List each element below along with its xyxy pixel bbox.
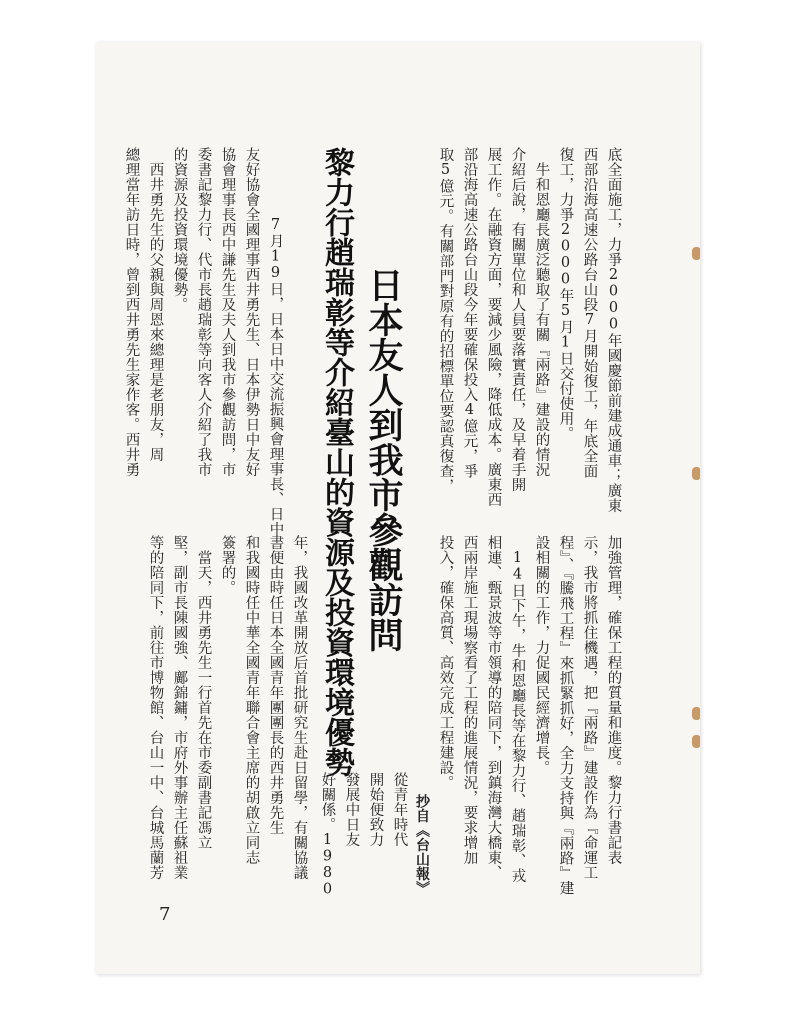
binding-hole <box>692 735 700 748</box>
page-number: 7 <box>159 904 171 925</box>
text-column: 示，我市將抓住機遇，把『兩路』建設作為『命運工 <box>581 535 598 880</box>
intro-column: 從青年時代 <box>391 772 408 847</box>
intro-column: 開始便致力 <box>367 772 384 847</box>
intro-column: 好關係。1980 <box>319 772 336 898</box>
text-column: 總理當年訪日時，曾到西井勇先生家作客。西井勇 <box>123 147 140 477</box>
binding-hole <box>692 247 700 260</box>
text-column: 西井勇先生的父親與周恩來總理是老朋友，周 <box>147 147 164 462</box>
text-column: 西兩岸施工現場察看了工程的進展情況，要求增加 <box>461 535 478 865</box>
text-column: 牛和恩廳長廣泛聽取了有關『兩路』建設的情況 <box>533 147 550 477</box>
text-column: 設相關的工作，力促國民經濟增長。 <box>533 535 550 775</box>
text-column: 投入，確保高質、高效完成工程建設。 <box>437 535 454 790</box>
text-column: 底全面施工，力爭2000年國慶節前建成通車；廣東 <box>605 147 622 513</box>
text-column: 程』、『騰飛工程』來抓緊抓好，全力支持與『兩路』建 <box>557 535 574 896</box>
text-column: 簽署的。 <box>219 535 236 595</box>
text-column: 堅，副市長陳國強、鄺錦鏞，市府外事辦主任蘇祖業 <box>171 535 188 880</box>
article-title: 日本友人到我市參觀訪問 <box>363 267 404 652</box>
text-column: 取5億元。有關部門對原有的招標單位要認真復查， <box>437 147 454 494</box>
text-column: 書便由時任日本全國青年團團長的西井勇先生 <box>267 535 284 835</box>
text-column: 和我國時任中華全國青年聯合會主席的胡啟立同志 <box>243 535 260 865</box>
text-column: 14日下午，牛和恩廳長等在黎力行、趙瑞彰、戎 <box>509 535 526 883</box>
text-column: 等的陪同下，前往市博物館、台山一中、台城馬蘭芳 <box>147 535 164 880</box>
text-column: 加強管理，確保工程的質量和進度。黎力行書記表 <box>605 535 622 865</box>
text-column: 友好協會全國理事西井勇先生、日本伊勢日中友好 <box>243 147 260 477</box>
text-column: 西部沿海高速公路台山段7月開始復工，年底全面 <box>581 147 598 479</box>
text-column: 復工，力爭2000年5月1日交付使用。 <box>557 147 574 441</box>
intro-column: 發展中日友 <box>343 772 360 847</box>
text-column: 委書記黎力行、代市長趙瑞彰等向客人介紹了我市 <box>195 147 212 477</box>
text-column: 相連、甄景波等市領導的陪同下，到鎮海灣大橋東、 <box>485 535 502 880</box>
text-column: 的資源及投資環境優勢。 <box>171 147 188 312</box>
text-column: 展工作。在融資方面，要減少風險，降低成本。廣東西 <box>485 147 502 507</box>
binding-hole <box>692 707 700 720</box>
text-column: 協會理事長西中謙先生及夫人到我市參觀訪問，市 <box>219 147 236 477</box>
document-page <box>96 42 700 974</box>
binding-hole <box>692 467 700 480</box>
text-column: 介紹后說，有關單位和人員要落實責任，及早着手開 <box>509 147 526 492</box>
text-column: 當天，西井勇先生一行首先在市委副書記馮立 <box>195 535 212 850</box>
article-subtitle: 黎力行趙瑞彰等介紹臺山的資源及投資環境優勢 <box>319 147 354 777</box>
source-note: 抄自《台山報》 <box>414 794 430 896</box>
text-column: 年，我國改革開放后首批研究生赴日留學，有關協議 <box>291 535 308 880</box>
text-column: 部沿海高速公路台山段今年要確保投入4億元，爭 <box>461 147 478 479</box>
text-column: 7月19日，日本日中交流振興會理事長、日中 <box>267 202 284 537</box>
